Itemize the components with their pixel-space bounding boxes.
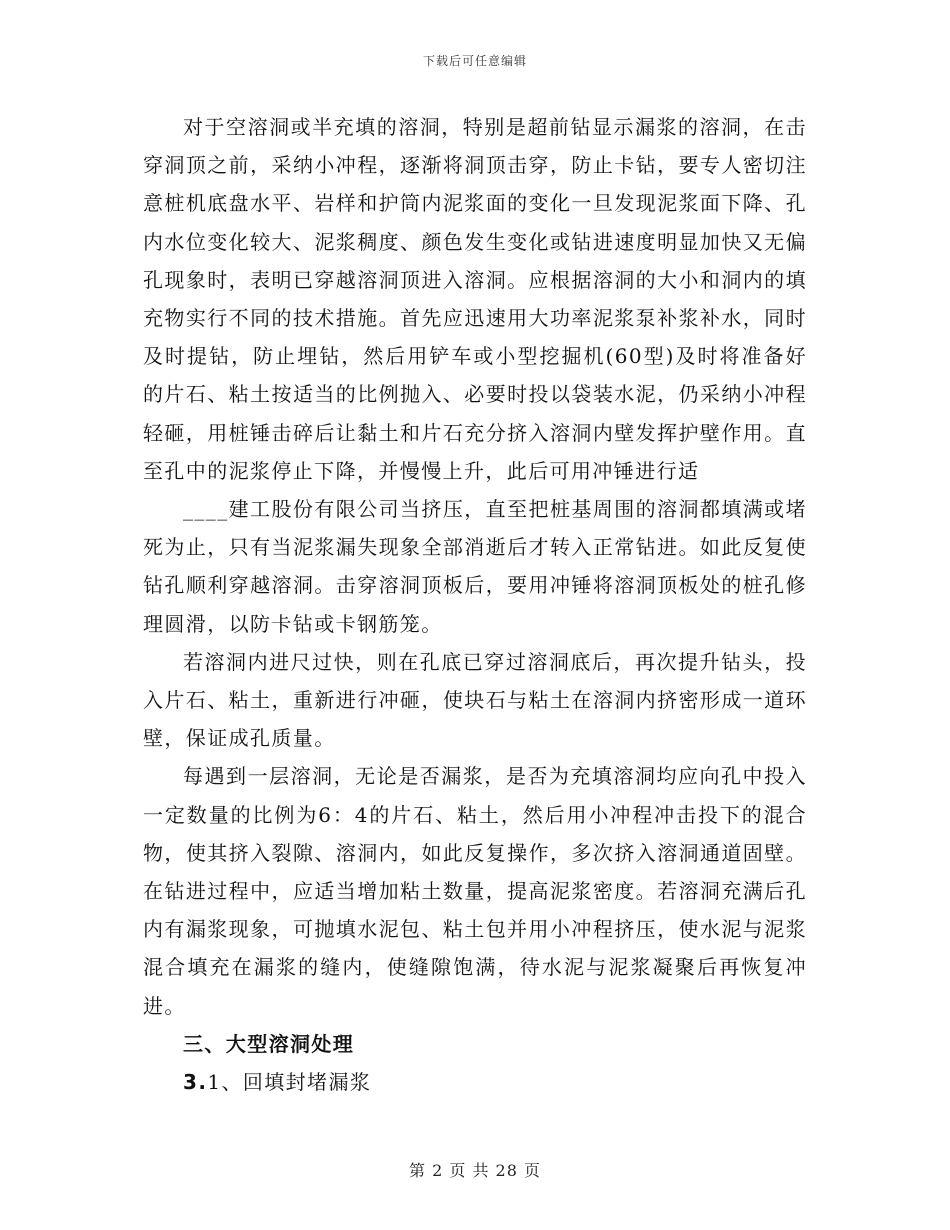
subsection-number: 3. — [183, 1070, 208, 1095]
subsection-heading — [143, 1063, 807, 1101]
paragraph-each-cave-layer: 每遇到一层溶洞，无论是否漏浆，是否为充填溶洞均应向孔中投入一定数量的比例为6：4的片石、粘土，然后用小冲程冲击投下的混合物，使其挤入裂隙、溶洞内，如此反复操作，多次挤入溶洞通道固壁。在钻进过程中，应适当增加粘土数量，提高泥浆密度。若溶洞充满后孔内有漏浆现象，可抛填水泥包、粘土包并用小冲程挤压，使水泥与泥浆混合填充在漏浆的缝内，使缝隙饱满，待水泥与泥浆凝聚后再恢复冲进。 — [143, 764, 807, 1018]
page-footer: 第 2 页 共 28 页 — [409, 1161, 541, 1180]
subsection-title: 1、回填封堵漏浆 — [207, 1070, 372, 1095]
section-heading: 三、大型溶洞处理 — [183, 1031, 355, 1056]
page-header: 下载后可任意编辑 — [422, 54, 527, 68]
paragraph-karst-cave-penetration: 对于空溶洞或半充填的溶洞，特别是超前钻显示漏浆的溶洞，在击穿洞顶之前，采纳小冲程，逐渐将洞顶击穿，防止卡钻，要专人密切注意桩机底盘水平、岩样和护筒内泥浆面的变化一旦发现泥浆面下降、孔内水位变化较大、泥浆稠度、颜色发生变化或钻进速度明显加快又无偏孔现象时，表明已穿越溶洞顶进入溶洞。应根据溶洞的大小和洞内的填充物实行不同的技术措施。首先应迅速用大功率泥浆泵补浆补水，同时及时提钻，防止埋钻，然后用铲车或小型挖掘机(60型)及时将准备好的片石、粘土按适当的比例抛入、必要时投以袋装水泥，仍采纳小冲程轻砸，用桩锤击碎后让黏土和片石充分挤入溶洞内壁发挥护壁作用。直至孔中的泥浆停止下降，并慢慢上升，此后可用冲锤进行适 — [143, 115, 807, 483]
paragraph-squeeze-fill: ____建工股份有限公司当挤压，直至把桩基周围的溶洞都填满或堵死为止，只有当泥浆漏失现象全部消逝后才转入正常钻进。如此反复使钻孔顺利穿越溶洞。击穿溶洞顶板后，要用冲锤将溶洞顶板处的桩孔修理圆滑，以防卡钻或卡钢筋笼。 — [143, 497, 807, 636]
paragraph-fast-footage: 若溶洞内进尺过快，则在孔底已穿过溶洞底后，再次提升钻头，投入片石、粘土，重新进行冲砸，使块石与粘土在溶洞内挤密形成一道环壁，保证成孔质量。 — [143, 649, 807, 751]
document-body — [143, 108, 807, 1101]
